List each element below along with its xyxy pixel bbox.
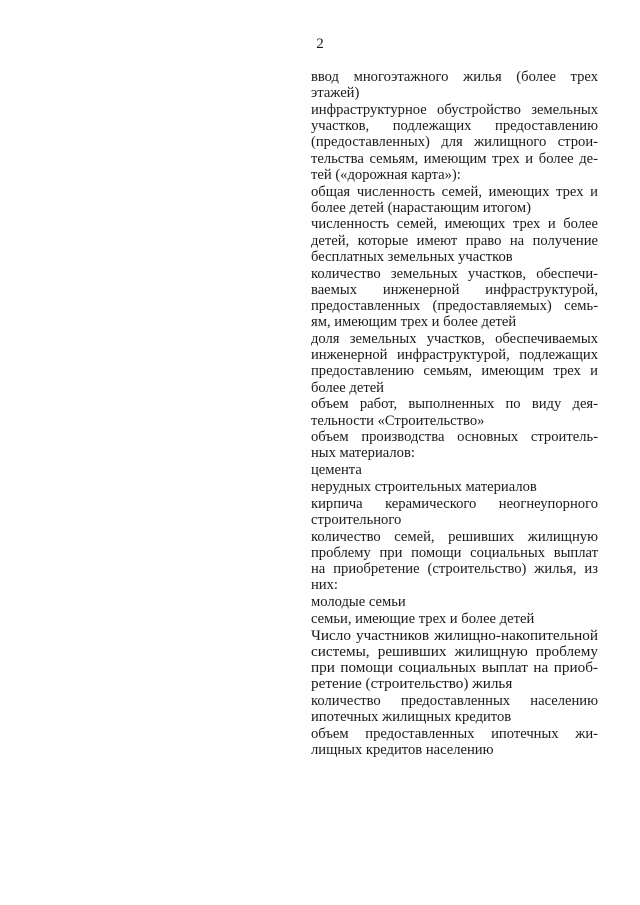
text-line: системы, решивших жилищную проблему (311, 642, 598, 660)
indicator-paragraph (311, 69, 598, 101)
text-line: участков, подлежащих предоставлению (311, 118, 598, 135)
text-line: инфраструктурное обустройство земельных (311, 101, 598, 118)
text-line: детей, которые имеют право на получение (311, 232, 598, 249)
indicator-paragraph (311, 331, 598, 396)
text-line: тей («дорожная карта»): (311, 166, 461, 183)
text-line: цемента (311, 462, 362, 479)
text-line: тельности «Строительство» (311, 412, 485, 429)
indicator-list (311, 69, 598, 758)
indicator-paragraph (311, 628, 598, 693)
text-line: нерудных строительных материалов (311, 479, 537, 496)
text-line: объем работ, выполненных по виду дея- (311, 396, 598, 413)
text-line: Число участников жилищно-накопительной (311, 626, 598, 644)
text-line: лищных кредитов населению (311, 742, 494, 759)
text-line: количество земельных участков, обеспечи- (311, 265, 598, 282)
text-line: строительного (311, 512, 402, 528)
text-line: проблему при помощи социальных выплат (311, 544, 598, 561)
text-line: ваемых инженерной инфраструктурой, (311, 281, 598, 298)
indicator-paragraph (311, 396, 598, 428)
text-line: при помощи социальных выплат на приоб- (311, 659, 598, 677)
indicator-paragraph (311, 216, 598, 265)
text-line: более детей (311, 379, 384, 396)
text-line: ввод многоэтажного жилья (более трех (311, 69, 598, 85)
text-line: ретение (строительство) жилья (311, 675, 513, 693)
text-line: ных материалов: (311, 445, 415, 462)
text-line: предоставлению семьям, имеющим трех и (311, 363, 598, 380)
text-line: молодые семьи (311, 594, 406, 611)
text-line: более детей (нарастающим итогом) (311, 199, 531, 216)
indicator-paragraph (311, 479, 598, 495)
page-number: 2 (316, 36, 324, 52)
indicator-paragraph (311, 102, 598, 183)
text-line: предоставленных (предоставляемых) семь- (311, 298, 598, 314)
text-line: ям, имеющим трех и более детей (311, 314, 517, 331)
indicator-paragraph (311, 496, 598, 528)
text-line: инженерной инфраструктурой, подлежащих (311, 347, 598, 364)
text-line: объем предоставленных ипотечных жи- (311, 726, 598, 742)
indicator-paragraph (311, 429, 598, 461)
indicator-paragraph (311, 693, 598, 725)
indicator-paragraph (311, 184, 598, 216)
text-line: количество предоставленных населению (311, 693, 598, 710)
indicator-paragraph (311, 529, 598, 594)
text-line: общая численность семей, имеющих трех и (311, 183, 598, 200)
text-line: объем производства основных строитель- (311, 429, 598, 446)
text-line: бесплатных земельных участков (311, 248, 513, 265)
text-line: кирпича керамического неогнеупорного (311, 495, 598, 512)
indicator-paragraph (311, 266, 598, 331)
text-line: тельства семьям, имеющим трех и более де- (311, 150, 598, 167)
text-line: количество семей, решивших жилищную (311, 528, 598, 545)
text-line: численность семей, имеющих трех и более (311, 216, 598, 233)
text-line: на приобретение (строительство) жилья, из (311, 561, 598, 578)
text-line: семьи, имеющие трех и более детей (311, 610, 535, 627)
text-line: ипотечных жилищных кредитов (311, 709, 512, 726)
text-line: этажей) (311, 85, 360, 102)
indicator-paragraph (311, 594, 598, 610)
text-line: них: (311, 577, 338, 594)
text-line: доля земельных участков, обеспечиваемых (311, 330, 598, 347)
text-line: (предоставленных) для жилищного строи- (311, 134, 598, 151)
indicator-paragraph (311, 462, 598, 478)
indicator-paragraph (311, 726, 598, 758)
indicator-paragraph (311, 611, 598, 627)
